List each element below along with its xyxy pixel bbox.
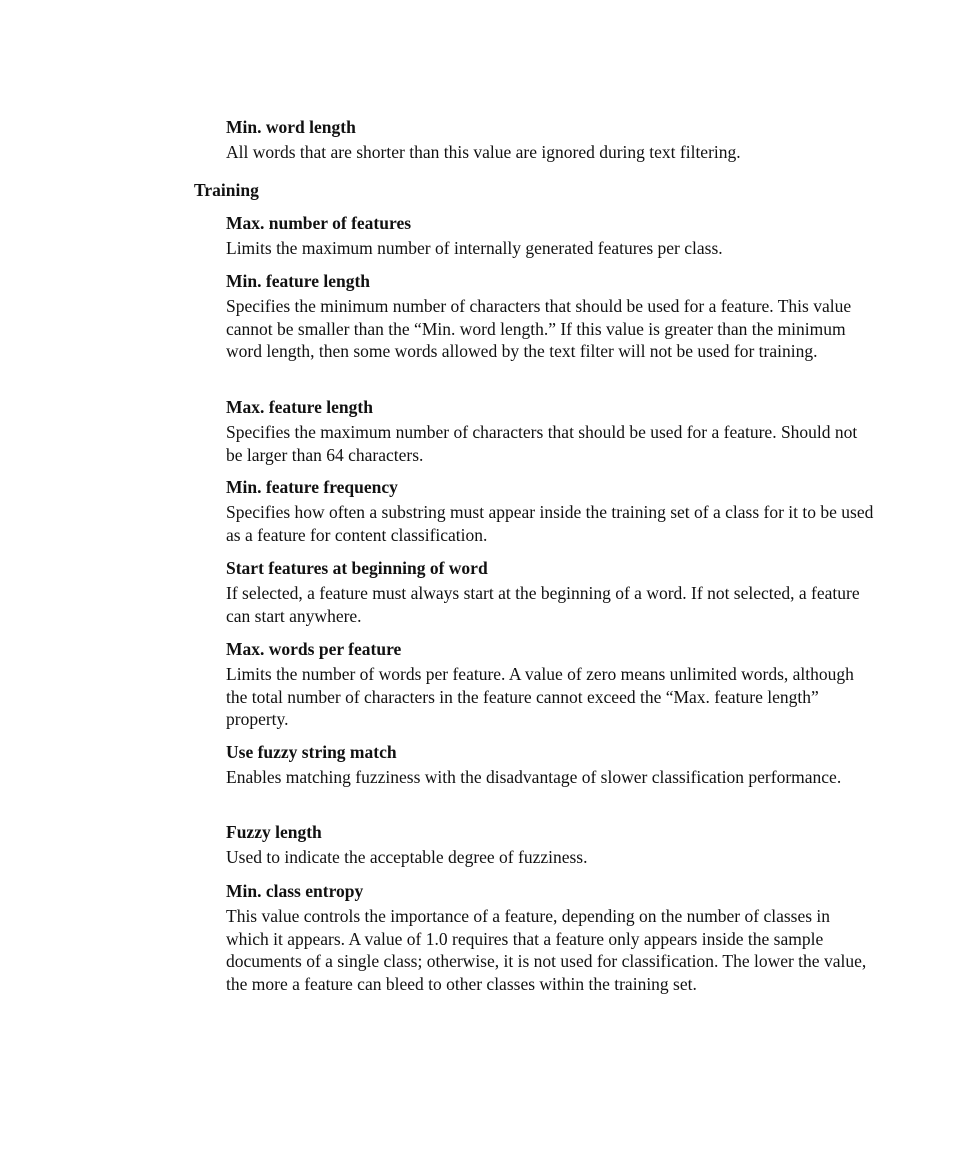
entry-max-number-of-features [226, 212, 876, 260]
term-label: Min. class entropy [226, 881, 364, 901]
entry-min-class-entropy [226, 880, 876, 995]
term-label: Fuzzy length [226, 822, 322, 842]
entry-start-features-at-beginning-of-word [226, 557, 876, 627]
term-label: Max. number of features [226, 213, 412, 233]
term-label: Use fuzzy string match [226, 742, 397, 762]
term-label: Min. feature length [226, 271, 371, 291]
term-definition: Specifies the minimum number of characters that should be used for a feature. This value cannot be smaller than the “Min. word length.” If this value is greater than the minimum word length, then some words allowed by the text filter will not be used for training. [226, 296, 852, 361]
term-definition: Specifies the maximum number of characters that should be used for a feature. Should not be larger than 64 characters. [226, 422, 858, 465]
term-definition: This value controls the importance of a feature, depending on the number of classes in which it appears. A value of 1.0 requires that a feature only appears inside the sample documents of a single class; otherwise, it is not used for classification. The lower the value, the more a feature can bleed to other classes within the training set. [226, 906, 867, 994]
entry-min-feature-frequency [226, 476, 876, 546]
term-label: Max. feature length [226, 397, 373, 417]
entry-fuzzy-length [226, 821, 876, 869]
entry-max-feature-length [226, 396, 876, 466]
term-label: Min. word length [226, 117, 356, 137]
term-label: Start features at beginning of word [226, 558, 488, 578]
section-heading-training: Training [194, 180, 259, 200]
entry-max-words-per-feature [226, 638, 876, 731]
term-definition: Limits the number of words per feature. A value of zero means unlimited words, although the total number of characters in the feature cannot exceed the “Max. feature length” property. [226, 664, 854, 729]
entry-min-feature-length [226, 270, 876, 363]
term-definition: Limits the maximum number of internally generated features per class. [226, 238, 723, 258]
term-label: Min. feature frequency [226, 477, 398, 497]
term-definition: Specifies how often a substring must appear inside the training set of a class for it to be used as a feature for content classification. [226, 502, 874, 545]
term-definition: If selected, a feature must always start at the beginning of a word. If not selected, a feature can start anywhere. [226, 583, 860, 626]
term-definition: All words that are shorter than this value are ignored during text filtering. [226, 142, 741, 162]
entry-min-word-length [226, 116, 876, 164]
term-label: Max. words per feature [226, 639, 402, 659]
term-definition: Enables matching fuzziness with the disadvantage of slower classification performance. [226, 767, 842, 787]
entry-use-fuzzy-string-match [226, 741, 876, 789]
term-definition: Used to indicate the acceptable degree of fuzziness. [226, 847, 588, 867]
